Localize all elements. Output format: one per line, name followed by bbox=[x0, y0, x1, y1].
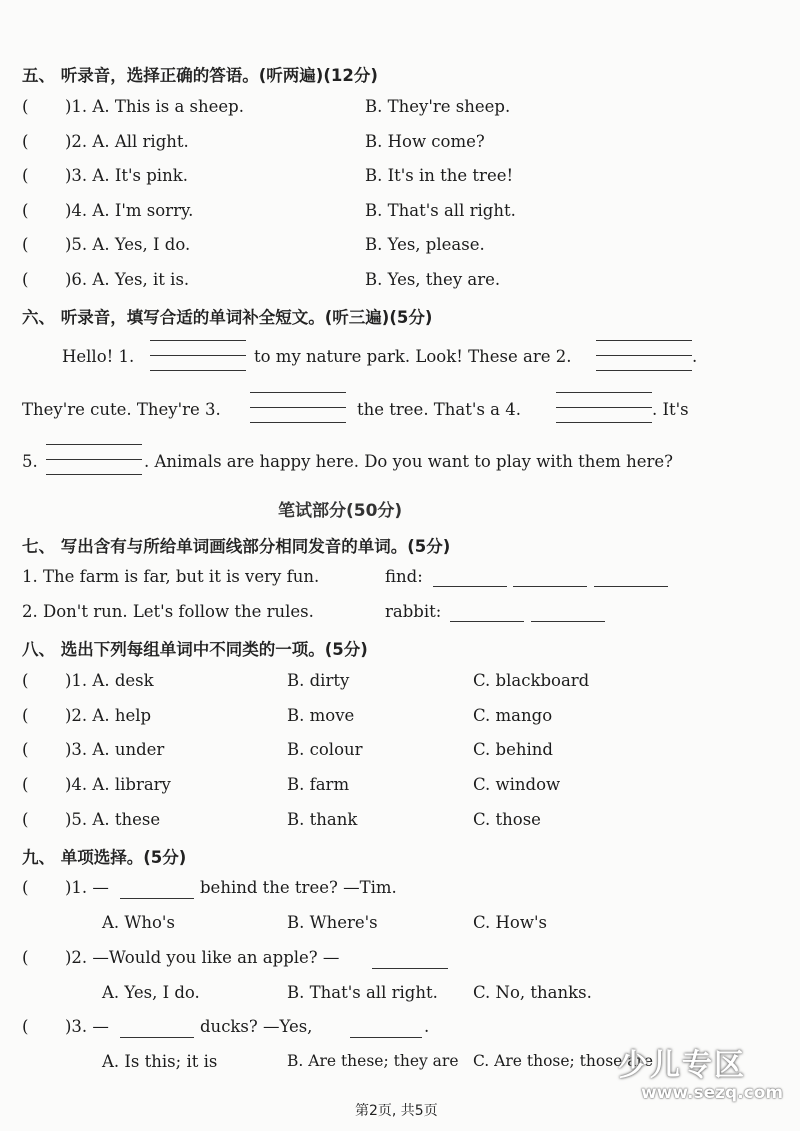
phonics-sentence: 1. The farm is far, but it is very fun. bbox=[22, 567, 320, 586]
answer-blank[interactable] bbox=[433, 586, 507, 587]
question-option-b: B. Yes, they are. bbox=[365, 270, 501, 289]
option-c: C. those bbox=[473, 810, 541, 829]
cloze-text: They're cute. They're 3. bbox=[22, 400, 221, 419]
answer-paren[interactable]: ( bbox=[22, 132, 29, 151]
answer-blank[interactable] bbox=[372, 968, 448, 969]
answer-paren[interactable]: ( bbox=[22, 740, 29, 759]
answer-paren[interactable]: ( bbox=[22, 1017, 29, 1036]
question-option-b: B. That's all right. bbox=[365, 201, 516, 220]
section5-heading: 五、 听录音，选择正确的答语。(听两遍)(12分) bbox=[22, 66, 378, 85]
option-c: C. mango bbox=[473, 706, 553, 725]
question-option-a: )2. A. All right. bbox=[65, 132, 189, 151]
phonics-sentence: 2. Don't run. Let's follow the rules. bbox=[22, 602, 314, 621]
watermark-logo: 少儿专区 bbox=[618, 1048, 746, 1083]
option-c: C. behind bbox=[473, 740, 553, 759]
option-a: )4. A. library bbox=[65, 775, 171, 794]
written-part-title: 笔试部分(50分) bbox=[278, 501, 403, 521]
question-option-b: B. How come? bbox=[365, 132, 485, 151]
fill-blank-5[interactable] bbox=[46, 444, 142, 478]
section9-heading: 九、 单项选择。(5分) bbox=[22, 848, 187, 867]
question-option-b: B. It's in the tree! bbox=[365, 166, 514, 185]
option-c: C. No, thanks. bbox=[473, 983, 592, 1002]
answer-blank[interactable] bbox=[350, 1037, 422, 1038]
answer-blank[interactable] bbox=[513, 586, 587, 587]
option-a: A. Is this; it is bbox=[102, 1052, 218, 1071]
option-c: C. How's bbox=[473, 913, 547, 932]
option-b: B. dirty bbox=[287, 671, 350, 690]
option-b: B. farm bbox=[287, 775, 350, 794]
cloze-text: Hello! 1. bbox=[62, 347, 135, 366]
option-a: )3. A. under bbox=[65, 740, 165, 759]
question-stem: . bbox=[424, 1017, 430, 1036]
option-b: B. That's all right. bbox=[287, 983, 438, 1002]
option-a: )5. A. these bbox=[65, 810, 161, 829]
question-option-a: )5. A. Yes, I do. bbox=[65, 235, 191, 254]
answer-paren[interactable]: ( bbox=[22, 166, 29, 185]
question-option-b: B. They're sheep. bbox=[365, 97, 511, 116]
option-b: B. move bbox=[287, 706, 355, 725]
answer-blank[interactable] bbox=[450, 621, 524, 622]
page-number: 第2页, 共5页 bbox=[355, 1103, 438, 1119]
fill-blank-1[interactable] bbox=[150, 340, 246, 374]
phonics-word: find: bbox=[385, 567, 423, 586]
question-stem: ducks? —Yes, bbox=[200, 1017, 313, 1036]
answer-blank[interactable] bbox=[594, 586, 668, 587]
cloze-text: the tree. That's a 4. bbox=[357, 400, 521, 419]
answer-paren[interactable]: ( bbox=[22, 270, 29, 289]
fill-blank-2[interactable] bbox=[596, 340, 692, 374]
option-c: C. blackboard bbox=[473, 671, 590, 690]
option-a: )1. A. desk bbox=[65, 671, 154, 690]
question-option-a: )4. A. I'm sorry. bbox=[65, 201, 194, 220]
section6-heading: 六、 听录音，填写合适的单词补全短文。(听三遍)(5分) bbox=[22, 308, 433, 327]
cloze-text: . Animals are happy here. Do you want to play with them here? bbox=[144, 452, 673, 471]
question-stem: behind the tree? —Tim. bbox=[200, 878, 397, 897]
option-b: B. Where's bbox=[287, 913, 378, 932]
question-option-a: )3. A. It's pink. bbox=[65, 166, 188, 185]
question-option-b: B. Yes, please. bbox=[365, 235, 485, 254]
option-a: )2. A. help bbox=[65, 706, 152, 725]
option-c: C. window bbox=[473, 775, 561, 794]
answer-paren[interactable]: ( bbox=[22, 201, 29, 220]
cloze-text: 5. bbox=[22, 452, 38, 471]
question-stem: )1. — bbox=[65, 878, 109, 897]
answer-paren[interactable]: ( bbox=[22, 235, 29, 254]
option-b: B. thank bbox=[287, 810, 358, 829]
answer-paren[interactable]: ( bbox=[22, 706, 29, 725]
cloze-text: . It's bbox=[652, 400, 689, 419]
answer-paren[interactable]: ( bbox=[22, 810, 29, 829]
question-stem: )2. —Would you like an apple? — bbox=[65, 948, 340, 967]
answer-blank[interactable] bbox=[120, 1037, 194, 1038]
question-stem: )3. — bbox=[65, 1017, 109, 1036]
option-c: C. Are those; those are bbox=[473, 1052, 654, 1070]
question-option-a: )6. A. Yes, it is. bbox=[65, 270, 190, 289]
cloze-text: to my nature park. Look! These are 2. bbox=[254, 347, 572, 366]
question-option-a: )1. A. This is a sheep. bbox=[65, 97, 244, 116]
option-a: A. Who's bbox=[102, 913, 175, 932]
fill-blank-4[interactable] bbox=[556, 392, 652, 426]
section7-heading: 七、 写出含有与所给单词画线部分相同发音的单词。(5分) bbox=[22, 537, 451, 556]
option-b: B. colour bbox=[287, 740, 363, 759]
answer-paren[interactable]: ( bbox=[22, 948, 29, 967]
answer-paren[interactable]: ( bbox=[22, 878, 29, 897]
answer-blank[interactable] bbox=[120, 898, 194, 899]
fill-blank-3[interactable] bbox=[250, 392, 346, 426]
option-b: B. Are these; they are bbox=[287, 1052, 459, 1070]
answer-paren[interactable]: ( bbox=[22, 775, 29, 794]
section8-heading: 八、 选出下列每组单词中不同类的一项。(5分) bbox=[22, 640, 368, 659]
answer-paren[interactable]: ( bbox=[22, 97, 29, 116]
watermark-url: www.sezq.com bbox=[641, 1083, 784, 1103]
answer-paren[interactable]: ( bbox=[22, 671, 29, 690]
answer-blank[interactable] bbox=[531, 621, 605, 622]
option-a: A. Yes, I do. bbox=[102, 983, 200, 1002]
cloze-text: . bbox=[692, 347, 698, 366]
phonics-word: rabbit: bbox=[385, 602, 442, 621]
